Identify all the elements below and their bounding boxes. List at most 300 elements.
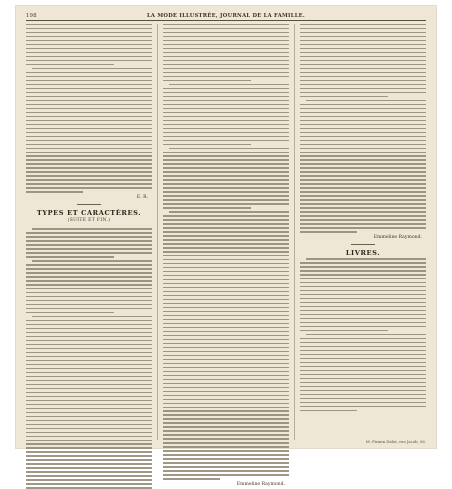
text-line: [26, 300, 152, 301]
text-line: [163, 199, 289, 200]
text-line: [163, 458, 289, 459]
text-line: [26, 44, 152, 45]
text-line: [26, 128, 152, 129]
text-line: [26, 312, 114, 313]
text-line: [163, 155, 289, 156]
text-line: [26, 244, 152, 245]
text-line: [26, 191, 83, 192]
text-line: [163, 434, 289, 435]
text-line: [26, 124, 152, 125]
text-line: [163, 80, 251, 81]
text-line: [163, 383, 289, 384]
body-text-block: [26, 24, 152, 193]
text-line: [163, 112, 289, 113]
text-line: [26, 475, 152, 476]
text-line: [163, 68, 289, 69]
text-line: [163, 187, 289, 188]
text-line: [26, 372, 152, 373]
text-line: [163, 410, 289, 411]
text-line: [163, 44, 289, 45]
text-line: [163, 203, 289, 204]
text-line: [26, 284, 152, 285]
text-line: [163, 40, 289, 41]
text-line: [163, 403, 289, 404]
text-line: [26, 412, 152, 413]
text-line: [26, 344, 152, 345]
text-line: [163, 207, 251, 208]
text-line: [300, 144, 426, 145]
text-line: [300, 203, 426, 204]
printer-imprint: M. Firmin Didot, rue Jacob, 56.: [365, 439, 426, 444]
text-line: [300, 342, 426, 343]
text-line: [163, 227, 289, 228]
text-line: [300, 215, 426, 216]
text-line: [300, 124, 426, 125]
text-line: [26, 443, 152, 444]
text-line: [300, 52, 426, 53]
text-line: [163, 108, 289, 109]
body-text-block: [300, 24, 426, 233]
text-line: [163, 159, 289, 160]
text-line: [300, 207, 426, 208]
text-line: [300, 350, 426, 351]
text-line: [163, 331, 289, 332]
text-line: [26, 187, 152, 188]
running-title: LA MODE ILLUSTRÉE, JOURNAL DE LA FAMILLE.: [146, 13, 306, 19]
text-line: [163, 454, 289, 455]
text-line: [26, 144, 152, 145]
text-line: [163, 28, 289, 29]
text-line: [26, 352, 152, 353]
text-line: [300, 60, 426, 61]
text-line: [163, 438, 289, 439]
text-line: [300, 274, 426, 275]
text-line: [300, 290, 426, 291]
body-text-block: [163, 24, 289, 480]
text-line: [163, 191, 289, 192]
text-line: [300, 410, 357, 411]
header-rule: [26, 20, 426, 21]
text-line: [163, 466, 289, 467]
text-line: [26, 268, 152, 269]
text-line: [300, 374, 426, 375]
text-column-left: [26, 24, 152, 442]
text-line: [163, 391, 289, 392]
text-line: [32, 68, 152, 69]
text-line: [300, 56, 426, 57]
text-line: [26, 455, 152, 456]
text-line: [300, 88, 426, 89]
text-line: [300, 112, 426, 113]
text-line: [26, 380, 152, 381]
text-line: [300, 64, 426, 65]
text-line: [163, 407, 289, 408]
text-line: [300, 72, 426, 73]
journal-page: [16, 6, 436, 488]
text-line: [163, 183, 289, 184]
text-line: [163, 124, 289, 125]
author-signature: Emmeline Raymond.: [373, 235, 422, 241]
text-line: [163, 422, 289, 423]
text-line: [26, 336, 152, 337]
text-line: [163, 52, 289, 53]
text-line: [26, 56, 152, 57]
signature-initials: E. R.: [136, 195, 148, 201]
text-line: [26, 272, 152, 273]
text-line: [26, 84, 152, 85]
text-line: [26, 396, 152, 397]
text-line: [163, 235, 289, 236]
text-line: [26, 236, 152, 237]
text-line: [26, 100, 152, 101]
text-line: [26, 72, 152, 73]
text-line: [26, 479, 152, 480]
text-line: [300, 187, 426, 188]
text-line: [26, 48, 152, 49]
text-line: [300, 136, 426, 137]
text-line: [300, 378, 426, 379]
text-line: [26, 104, 152, 105]
text-line: [163, 243, 289, 244]
text-line: [163, 259, 289, 260]
text-line: [300, 390, 426, 391]
text-line: [26, 24, 152, 25]
text-line: [26, 152, 152, 153]
text-line: [163, 219, 289, 220]
text-line: [26, 404, 152, 405]
text-line: [300, 354, 426, 355]
text-line: [163, 442, 289, 443]
text-line: [26, 280, 152, 281]
section-divider: [77, 204, 101, 205]
text-line: [306, 258, 426, 259]
text-line: [163, 355, 289, 356]
text-line: [163, 335, 289, 336]
text-line: [26, 88, 152, 89]
text-line: [163, 303, 289, 304]
text-line: [163, 60, 289, 61]
text-line: [26, 376, 152, 377]
text-line: [26, 52, 152, 53]
text-line: [300, 199, 426, 200]
text-line: [26, 116, 152, 117]
text-line: [300, 152, 426, 153]
text-line: [26, 60, 152, 61]
text-line: [300, 148, 426, 149]
text-line: [26, 96, 152, 97]
text-line: [163, 72, 289, 73]
text-line: [306, 334, 426, 335]
text-line: [163, 56, 289, 57]
text-line: [163, 367, 289, 368]
text-line: [163, 414, 289, 415]
text-line: [300, 159, 426, 160]
text-line: [26, 183, 152, 184]
text-line: [26, 163, 152, 164]
text-line: [300, 266, 426, 267]
text-line: [26, 252, 152, 253]
text-line: [163, 239, 289, 240]
text-line: [163, 399, 289, 400]
text-line: [300, 171, 426, 172]
text-line: [300, 326, 426, 327]
text-line: [163, 275, 289, 276]
text-line: [163, 263, 289, 264]
text-line: [300, 140, 426, 141]
text-line: [300, 183, 426, 184]
text-line: [26, 32, 152, 33]
text-line: [26, 276, 152, 277]
text-line: [163, 132, 289, 133]
text-line: [300, 314, 426, 315]
text-line: [26, 447, 152, 448]
text-line: [300, 44, 426, 45]
text-line: [163, 223, 289, 224]
text-line: [26, 132, 152, 133]
text-line: [300, 223, 426, 224]
text-line: [300, 227, 426, 228]
text-line: [300, 76, 426, 77]
text-line: [300, 282, 426, 283]
text-line: [300, 362, 426, 363]
text-line: [300, 179, 426, 180]
text-line: [163, 343, 289, 344]
text-line: [26, 487, 152, 488]
text-line: [300, 338, 426, 339]
text-line: [169, 211, 289, 212]
text-line: [300, 163, 426, 164]
text-line: [26, 175, 152, 176]
text-line: [163, 295, 289, 296]
text-line: [163, 395, 289, 396]
text-line: [26, 463, 152, 464]
text-line: [300, 92, 426, 93]
text-line: [163, 100, 289, 101]
text-line: [163, 163, 289, 164]
text-line: [300, 386, 426, 387]
text-line: [300, 394, 426, 395]
text-line: [163, 283, 289, 284]
text-line: [26, 436, 152, 437]
text-line: [300, 28, 426, 29]
text-line: [300, 195, 426, 196]
text-line: [26, 179, 152, 180]
text-line: [26, 320, 152, 321]
text-line: [300, 128, 426, 129]
text-line: [26, 400, 152, 401]
text-line: [300, 298, 426, 299]
text-line: [163, 478, 220, 479]
text-line: [300, 80, 426, 81]
text-line: [26, 36, 152, 37]
text-line: [300, 32, 426, 33]
text-line: [300, 219, 426, 220]
text-line: [26, 148, 152, 149]
text-line: [163, 144, 251, 145]
text-line: [163, 323, 289, 324]
text-line: [300, 155, 426, 156]
text-line: [300, 278, 426, 279]
text-line: [163, 76, 289, 77]
text-line: [26, 459, 152, 460]
text-line: [163, 251, 289, 252]
text-line: [169, 148, 289, 149]
section-title-livres: LIVRES.: [345, 249, 381, 258]
text-line: [26, 171, 152, 172]
text-line: [26, 288, 152, 289]
column-divider: [294, 24, 295, 440]
text-line: [32, 260, 152, 261]
text-line: [300, 68, 426, 69]
text-line: [163, 96, 289, 97]
text-line: [26, 304, 152, 305]
text-line: [163, 327, 289, 328]
text-line: [26, 80, 152, 81]
text-line: [32, 316, 152, 317]
text-line: [26, 232, 152, 233]
text-line: [26, 392, 152, 393]
text-column-right: [300, 24, 426, 442]
text-line: [163, 152, 289, 153]
text-line: [300, 382, 426, 383]
text-line: [300, 36, 426, 37]
text-line: [163, 64, 289, 65]
text-line: [163, 104, 289, 105]
text-line: [300, 231, 357, 232]
text-line: [163, 179, 289, 180]
text-line: [300, 398, 426, 399]
text-line: [26, 348, 152, 349]
text-line: [163, 175, 289, 176]
text-line: [26, 159, 152, 160]
text-line: [300, 270, 426, 271]
text-column-middle: [163, 24, 289, 488]
text-line: [300, 120, 426, 121]
text-line: [26, 140, 152, 141]
column-divider: [157, 24, 158, 440]
text-line: [163, 116, 289, 117]
text-line: [26, 64, 114, 65]
text-line: [163, 279, 289, 280]
text-line: [163, 315, 289, 316]
text-line: [163, 430, 289, 431]
text-line: [300, 310, 426, 311]
text-line: [26, 424, 152, 425]
page-number: 198: [26, 13, 37, 19]
text-line: [26, 155, 152, 156]
text-line: [32, 228, 152, 229]
text-line: [163, 247, 289, 248]
text-line: [163, 255, 289, 256]
text-line: [163, 307, 289, 308]
text-line: [26, 256, 114, 257]
text-line: [26, 112, 152, 113]
body-text-block: [300, 258, 426, 411]
text-line: [163, 319, 289, 320]
text-line: [163, 120, 289, 121]
text-line: [26, 416, 152, 417]
text-line: [163, 450, 289, 451]
text-line: [163, 299, 289, 300]
text-line: [26, 451, 152, 452]
text-line: [163, 48, 289, 49]
text-line: [300, 262, 426, 263]
text-line: [300, 108, 426, 109]
text-line: [26, 40, 152, 41]
text-line: [26, 28, 152, 29]
text-line: [163, 195, 289, 196]
text-line: [300, 40, 426, 41]
text-line: [300, 96, 388, 97]
text-line: [163, 359, 289, 360]
text-line: [26, 408, 152, 409]
text-line: [300, 330, 388, 331]
text-line: [163, 231, 289, 232]
text-line: [163, 32, 289, 33]
text-line: [163, 446, 289, 447]
text-line: [26, 420, 152, 421]
text-line: [300, 318, 426, 319]
text-line: [163, 267, 289, 268]
text-line: [26, 240, 152, 241]
text-line: [163, 215, 289, 216]
text-line: [26, 340, 152, 341]
text-line: [26, 368, 152, 369]
text-line: [26, 296, 152, 297]
text-line: [300, 116, 426, 117]
text-line: [300, 24, 426, 25]
text-line: [300, 370, 426, 371]
text-line: [163, 339, 289, 340]
text-line: [26, 356, 152, 357]
text-line: [26, 292, 152, 293]
text-line: [26, 136, 152, 137]
text-line: [163, 418, 289, 419]
text-line: [163, 470, 289, 471]
text-line: [163, 347, 289, 348]
text-line: [26, 471, 152, 472]
text-line: [300, 104, 426, 105]
text-line: [300, 175, 426, 176]
text-line: [163, 474, 289, 475]
text-line: [26, 440, 152, 441]
text-line: [300, 358, 426, 359]
section-title-types: TYPES ET CARACTÈRES.: [36, 209, 142, 218]
section-subtitle: (SUITE ET FIN.): [67, 218, 111, 224]
text-line: [163, 24, 289, 25]
text-line: [163, 140, 289, 141]
text-line: [26, 328, 152, 329]
text-line: [26, 388, 152, 389]
text-line: [300, 84, 426, 85]
text-line: [163, 128, 289, 129]
body-text-block: [26, 228, 152, 488]
text-line: [163, 271, 289, 272]
text-line: [163, 291, 289, 292]
author-signature: Emmeline Raymond.: [236, 482, 285, 488]
text-line: [163, 287, 289, 288]
text-line: [163, 363, 289, 364]
text-line: [26, 384, 152, 385]
text-line: [300, 132, 426, 133]
text-line: [306, 100, 426, 101]
text-line: [26, 332, 152, 333]
text-line: [300, 346, 426, 347]
text-line: [26, 248, 152, 249]
text-line: [300, 294, 426, 295]
text-line: [163, 311, 289, 312]
text-line: [163, 426, 289, 427]
